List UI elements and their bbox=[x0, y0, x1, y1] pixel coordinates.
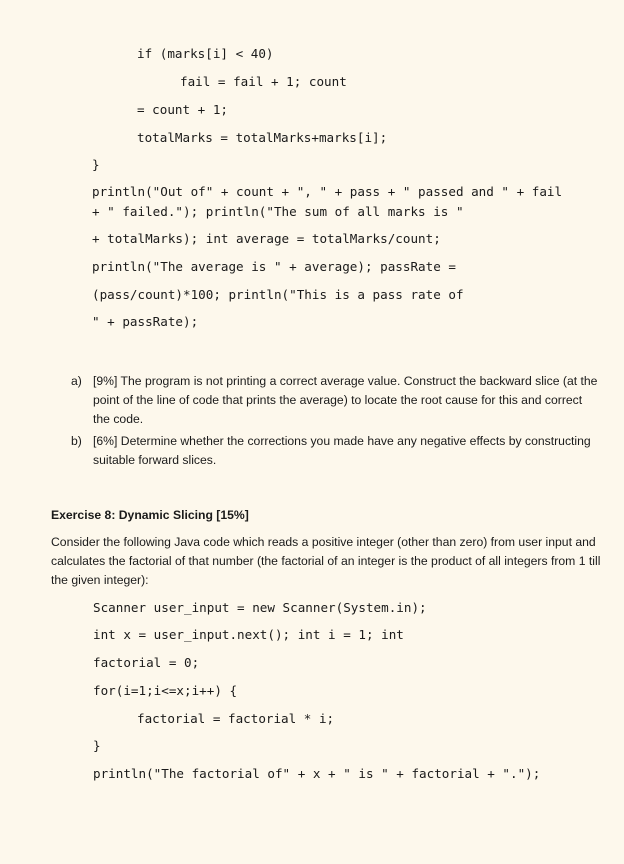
code-line: factorial = factorial * i; bbox=[137, 711, 335, 726]
question-text: [9%] The program is not printing a correct average value. Construct the backward slice (at the point of the line of code that prints the average) to locate the root cause for this and correct the code. bbox=[93, 374, 598, 426]
code-line: totalMarks = totalMarks+marks[i]; bbox=[137, 130, 388, 145]
code-line: } bbox=[93, 738, 101, 753]
code-line: Scanner user_input = new Scanner(System.in); bbox=[93, 600, 427, 615]
question-label: b) bbox=[71, 434, 82, 448]
code-line: println("Out of" + count + ", " + pass + " passed and " + fail bbox=[92, 184, 563, 199]
exercise-heading: Exercise 8: Dynamic Slicing [15%] bbox=[51, 508, 249, 522]
code-line: factorial = 0; bbox=[93, 655, 200, 670]
code-line: " + passRate); bbox=[92, 314, 199, 329]
code-line: + " failed."); println("The sum of all marks is " bbox=[92, 204, 464, 219]
code-line: = count + 1; bbox=[137, 102, 228, 117]
code-line: int x = user_input.next(); int i = 1; int bbox=[93, 627, 404, 642]
code-line: println("The factorial of" + x + " is " + factorial + "."); bbox=[93, 766, 541, 781]
question-label: a) bbox=[71, 374, 82, 388]
question-text: [6%] Determine whether the corrections you made have any negative effects by constructing suitable forward slices. bbox=[93, 434, 591, 467]
code-line: (pass/count)*100; println("This is a pass rate of bbox=[92, 287, 464, 302]
code-line: if (marks[i] < 40) bbox=[137, 46, 274, 61]
code-line: for(i=1;i<=x;i++) { bbox=[93, 683, 238, 698]
exercise-intro: Consider the following Java code which reads a positive integer (other than zero) from user input and calculates the factorial of that number (the factorial of an integer is the product of all integers from 1 till the given integer): bbox=[51, 535, 601, 587]
code-line: + totalMarks); int average = totalMarks/count; bbox=[92, 231, 441, 246]
code-line: fail = fail + 1; count bbox=[180, 74, 347, 89]
code-line: } bbox=[92, 157, 100, 172]
code-line: println("The average is " + average); passRate = bbox=[92, 259, 456, 274]
